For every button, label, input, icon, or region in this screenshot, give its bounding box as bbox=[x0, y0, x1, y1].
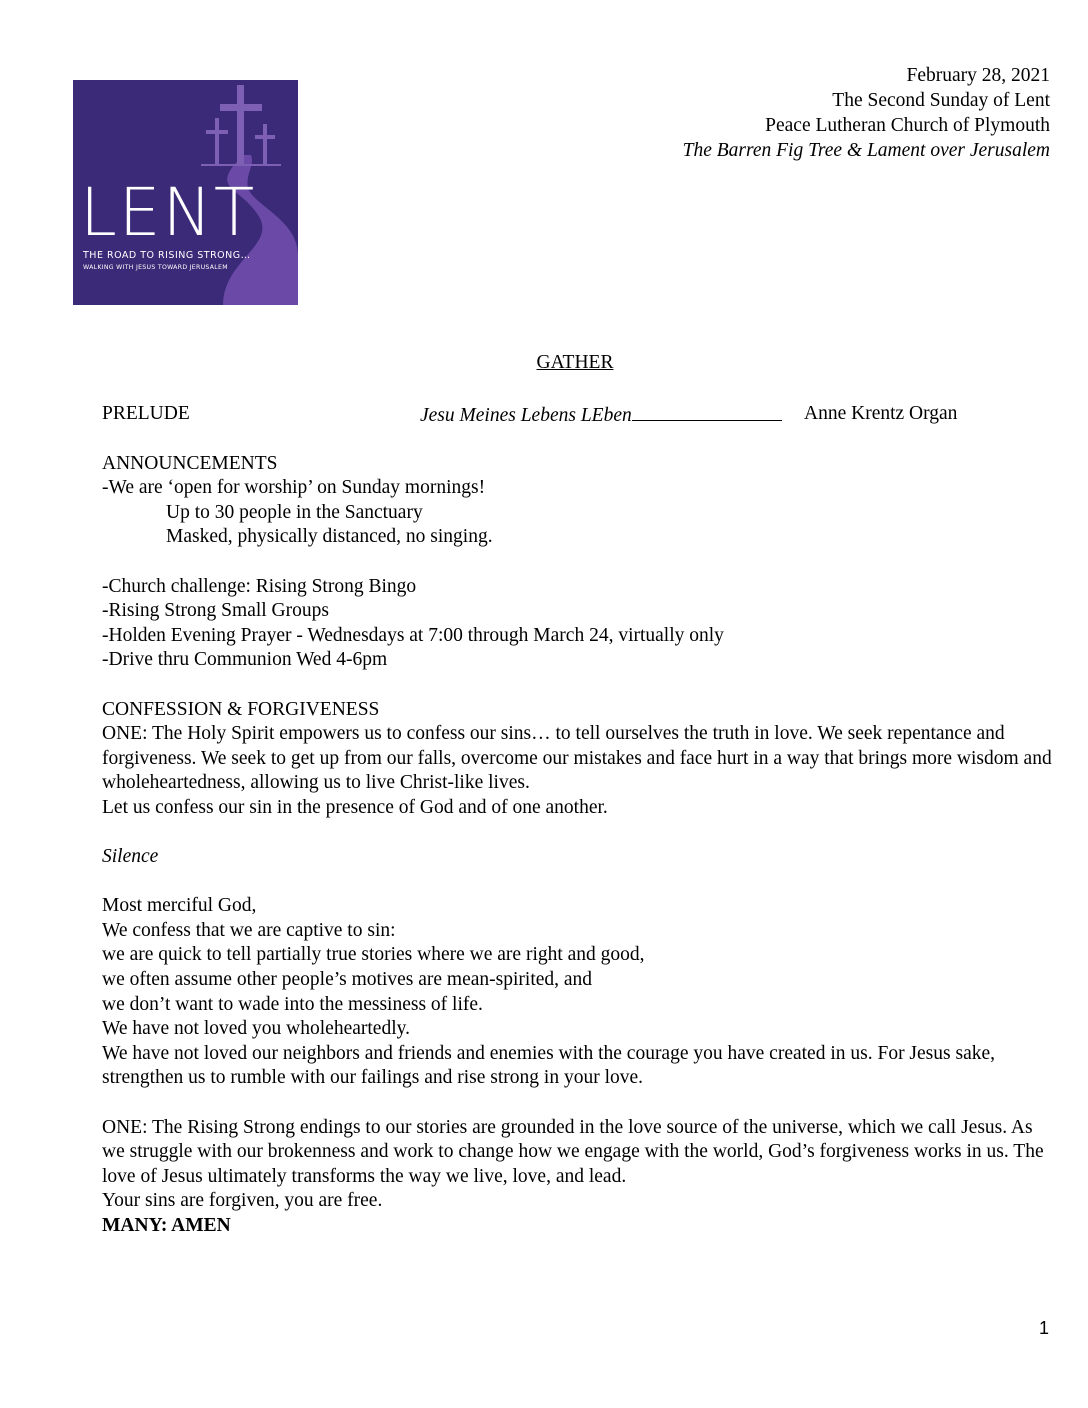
prayer-line: We have not loved you wholeheartedly. bbox=[102, 1018, 410, 1040]
announcement-item: -Rising Strong Small Groups bbox=[102, 600, 329, 622]
prayer-line: we are quick to tell partially true stories where we are right and good, bbox=[102, 944, 645, 966]
confession-invitation: Let us confess our sin in the presence of God and of one another. bbox=[102, 796, 608, 818]
prayer-close: We have not loved our neighbors and friends and enemies with the courage you have created in us. For Jesus sake, strengthen us to rumble with our failings and rise strong in your love. bbox=[102, 1042, 996, 1089]
prayer-line: We confess that we are captive to sin: bbox=[102, 919, 396, 941]
prelude-piece bbox=[420, 402, 782, 429]
announcement-capacity: Up to 30 people in the Sanctuary bbox=[166, 501, 423, 523]
prelude-piece-title: Jesu Meines Lebens LEben bbox=[420, 405, 632, 426]
lent-logo bbox=[73, 80, 298, 305]
announcement-item: -Church challenge: Rising Strong Bingo bbox=[102, 575, 417, 597]
confession-intro: ONE: The Holy Spirit empowers us to confess our sins… to tell ourselves the truth in love. We seek repentance and forgiveness. We seek to get up from our falls, overcome our mistakes and face hurt in a way that brings more wisdom and wholeheartedness, allowing us to live Christ-like lives. bbox=[102, 723, 1052, 794]
silence-rubric: Silence bbox=[102, 846, 159, 868]
forgiveness-declaration: Your sins are forgiven, you are free. bbox=[102, 1190, 383, 1212]
announcement-item: -Drive thru Communion Wed 4-6pm bbox=[102, 649, 388, 671]
section-title-gather: GATHER bbox=[536, 352, 614, 373]
confession-heading: CONFESSION & FORGIVENESS bbox=[102, 698, 380, 720]
prayer-line: we often assume other people’s motives are mean-spirited, and bbox=[102, 969, 593, 991]
logo-subtitle-1: THE ROAD TO RISING STRONG… bbox=[83, 250, 251, 261]
absolution: ONE: The Rising Strong endings to our stories are grounded in the love source of the universe, which we call Jesus. As we struggle with our brokenness and work to change how we engage with the world, God’s forgiveness works in us. The love of Jesus ultimately transforms the way we live, love, and lead. bbox=[102, 1116, 1044, 1187]
sermon-theme: The Barren Fig Tree & Lament over Jerusalem bbox=[682, 140, 1050, 161]
liturgical-day: The Second Sunday of Lent bbox=[832, 90, 1050, 111]
service-date: February 28, 2021 bbox=[906, 65, 1050, 86]
bulletin-body bbox=[102, 402, 1052, 1239]
prelude-performer: Anne Krentz Organ bbox=[804, 403, 958, 424]
prelude-label: PRELUDE bbox=[102, 403, 190, 424]
prelude-blank-line bbox=[632, 402, 782, 421]
congregation-response: MANY: AMEN bbox=[102, 1215, 231, 1236]
prelude-row bbox=[102, 402, 1052, 427]
logo-subtitle-2: WALKING WITH JESUS TOWARD JERUSALEM bbox=[83, 264, 228, 271]
page-number: 1 bbox=[1038, 1318, 1049, 1338]
logo-title: LENT bbox=[80, 174, 257, 251]
announcement-guidelines: Masked, physically distanced, no singing. bbox=[166, 526, 493, 548]
bulletin-header bbox=[683, 63, 1050, 163]
prayer-line: Most merciful God, bbox=[102, 895, 257, 917]
announcement-open: -We are ‘open for worship’ on Sunday mornings! bbox=[102, 477, 486, 499]
prayer-line: we don’t want to wade into the messiness of life. bbox=[102, 993, 483, 1015]
announcements-heading: ANNOUNCEMENTS bbox=[102, 452, 278, 474]
church-name: Peace Lutheran Church of Plymouth bbox=[765, 115, 1050, 136]
announcement-item: -Holden Evening Prayer - Wednesdays at 7:00 through March 24, virtually only bbox=[102, 624, 724, 646]
